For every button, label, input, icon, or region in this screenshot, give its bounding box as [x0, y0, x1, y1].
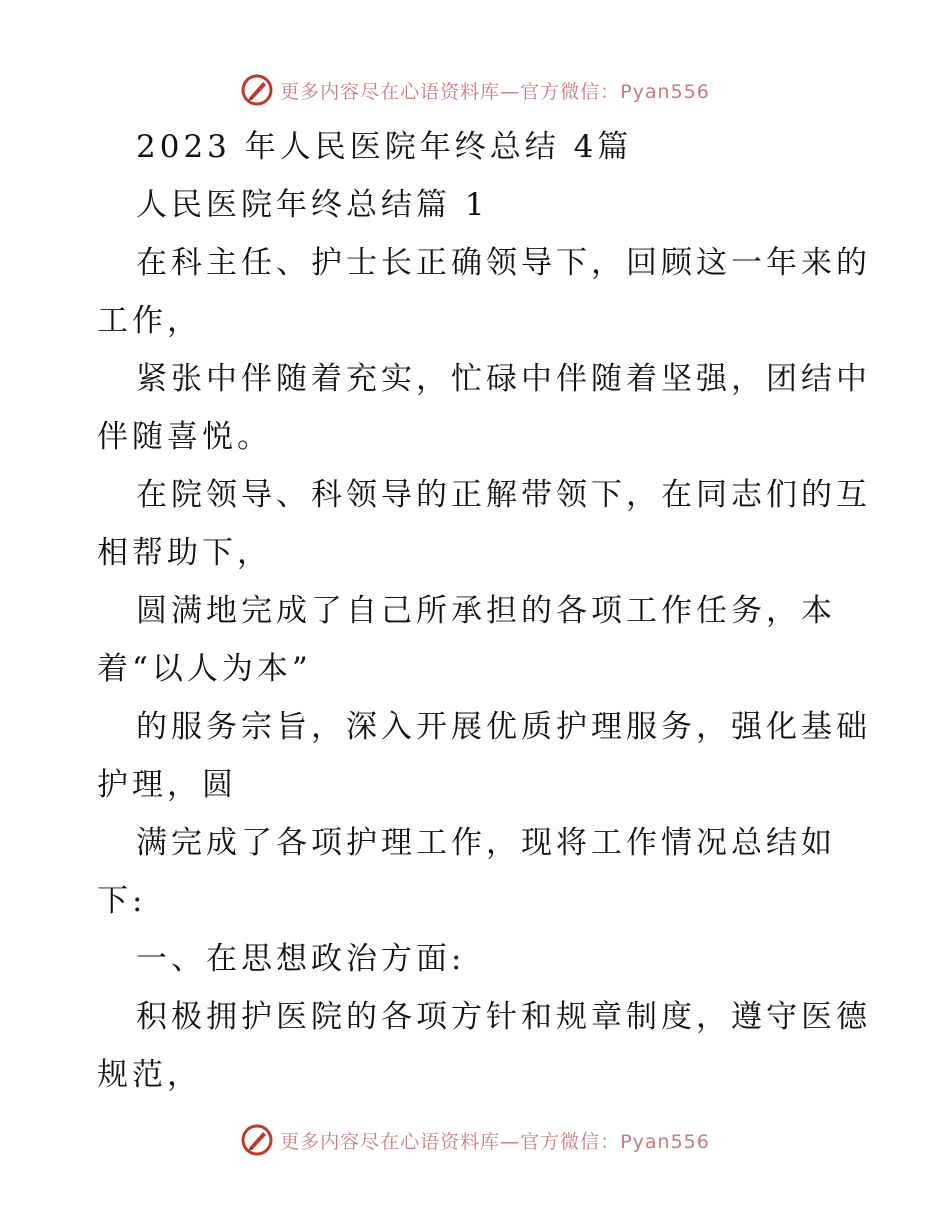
watermark-inner: [240, 73, 710, 107]
document-body: [97, 118, 871, 1104]
paragraph-line: 着“以人为本”: [97, 651, 312, 687]
subsection-heading: 一、在思想政治方面:: [136, 941, 466, 977]
watermark-text: 更多内容尽在心语资料库—官方微信：Pyan556: [280, 80, 710, 103]
pen-logo-icon: [240, 73, 274, 107]
paragraph-line: 的服务宗旨，深入开展优质护理服务，强化基础: [136, 709, 871, 745]
paragraph-line: 紧张中伴随着充实，忙碌中伴随着坚强，团结中: [136, 361, 871, 397]
watermark-inner: [240, 1123, 710, 1157]
paragraph-line: 下:: [97, 883, 147, 919]
watermark-text: 更多内容尽在心语资料库—官方微信：Pyan556: [280, 1130, 710, 1153]
paragraph-line: 在院领导、科领导的正解带领下，在同志们的互: [136, 477, 871, 513]
paragraph-line: 伴随喜悦。: [97, 419, 272, 455]
paragraph-line: 相帮助下，: [97, 535, 272, 571]
pen-logo-icon: [240, 1123, 274, 1157]
document-title: 2023 年人民医院年终总结 4篇: [136, 129, 633, 165]
paragraph-line: 规范，: [97, 1057, 202, 1093]
top-watermark-banner: [0, 70, 950, 110]
paragraph-line: 工作，: [97, 303, 202, 339]
paragraph-line: 满完成了各项护理工作，现将工作情况总结如: [136, 825, 836, 861]
paragraph-line: 积极拥护医院的各项方针和规章制度，遵守医德: [136, 999, 871, 1035]
bottom-watermark-banner: [0, 1120, 950, 1160]
paragraph-line: 圆满地完成了自己所承担的各项工作任务，本: [136, 593, 836, 629]
paragraph-line: 在科主任、护士长正确领导下，回顾这一年来的: [136, 245, 871, 281]
paragraph-line: 护理，圆: [97, 767, 237, 803]
section-heading: 人民医院年终总结篇 1: [136, 187, 489, 223]
